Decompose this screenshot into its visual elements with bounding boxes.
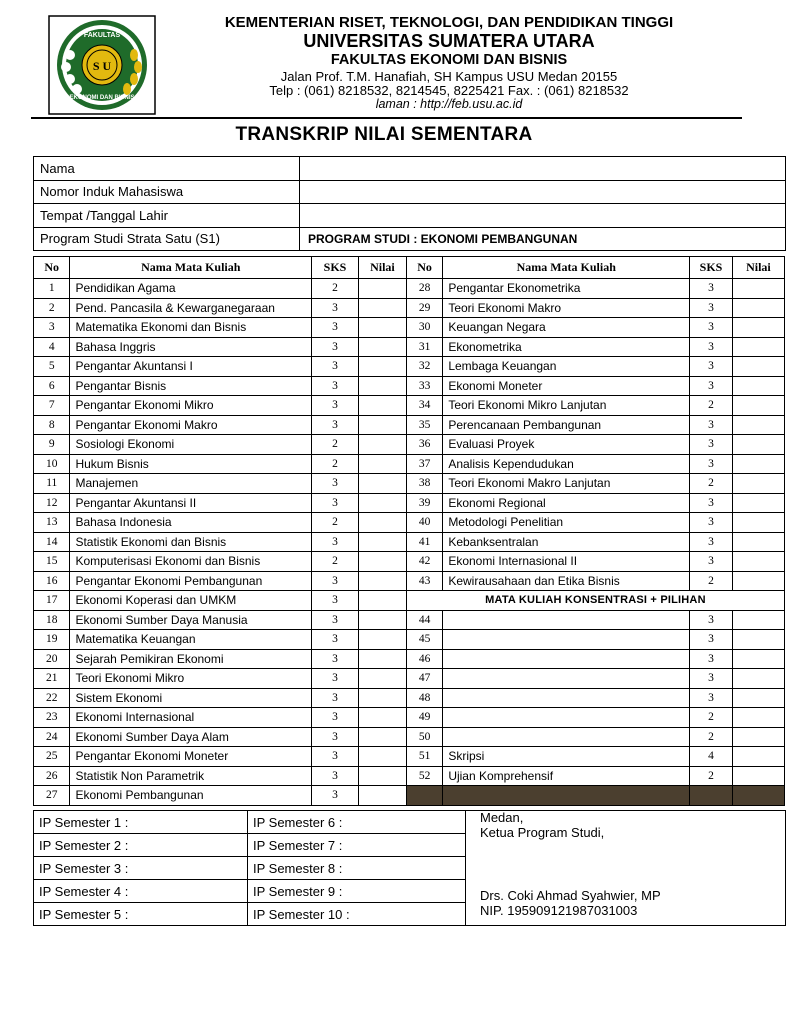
course-no: 15 <box>34 552 70 572</box>
course-grade[interactable] <box>358 396 406 416</box>
course-grade[interactable] <box>358 649 406 669</box>
course-no: 4 <box>34 337 70 357</box>
course-name: Pengantar Akuntansi II <box>70 493 312 513</box>
course-name: Matematika Keuangan <box>70 630 312 650</box>
course-sks: 2 <box>312 435 359 455</box>
table-row <box>34 747 785 767</box>
course-grade[interactable] <box>732 708 784 728</box>
course-grade[interactable] <box>732 669 784 689</box>
course-no: 41 <box>406 532 442 552</box>
course-no: 30 <box>406 318 442 338</box>
course-name: Skripsi <box>443 747 690 767</box>
course-sks: 3 <box>312 786 359 806</box>
course-grade[interactable] <box>732 435 784 455</box>
course-sks: 3 <box>690 318 733 338</box>
course-name: Ekonometrika <box>443 337 690 357</box>
course-name: Hukum Bisnis <box>70 454 312 474</box>
course-grade[interactable] <box>732 318 784 338</box>
course-no: 10 <box>34 454 70 474</box>
course-sks: 3 <box>312 415 359 435</box>
course-name: Ekonomi Internasional II <box>443 552 690 572</box>
course-no: 50 <box>406 727 442 747</box>
table-row <box>34 415 785 435</box>
nim-value[interactable] <box>300 180 786 204</box>
course-sks: 3 <box>312 298 359 318</box>
course-grade[interactable] <box>732 747 784 767</box>
university-name: UNIVERSITAS SUMATERA UTARA <box>303 31 595 51</box>
course-sks: 3 <box>312 376 359 396</box>
course-sks: 3 <box>312 337 359 357</box>
course-sks: 3 <box>690 532 733 552</box>
course-no: 26 <box>34 766 70 786</box>
course-sks: 3 <box>690 376 733 396</box>
course-grade[interactable] <box>732 571 784 591</box>
course-no: 3 <box>34 318 70 338</box>
course-sks: 3 <box>690 298 733 318</box>
course-sks: 3 <box>312 747 359 767</box>
table-row <box>34 513 785 533</box>
course-no: 37 <box>406 454 442 474</box>
course-sks: 3 <box>312 493 359 513</box>
table-row <box>34 454 785 474</box>
course-sks: 2 <box>312 552 359 572</box>
course-no: 51 <box>406 747 442 767</box>
ip-semester-1[interactable]: IP Semester 1 : <box>34 811 248 834</box>
ip-semester-10[interactable]: IP Semester 10 : <box>248 903 466 926</box>
ip-semester-2[interactable]: IP Semester 2 : <box>34 834 248 857</box>
table-row <box>34 708 785 728</box>
course-sks: 3 <box>690 337 733 357</box>
course-no: 20 <box>34 649 70 669</box>
course-sks: 3 <box>690 415 733 435</box>
course-grade[interactable] <box>732 337 784 357</box>
course-grade[interactable] <box>358 766 406 786</box>
header-sks: SKS <box>690 257 733 279</box>
course-no: 46 <box>406 649 442 669</box>
course-grade[interactable] <box>358 376 406 396</box>
course-no: 35 <box>406 415 442 435</box>
course-no: 48 <box>406 688 442 708</box>
course-grade[interactable] <box>732 766 784 786</box>
course-sks: 3 <box>312 532 359 552</box>
course-grade[interactable] <box>732 279 784 299</box>
course-grade[interactable] <box>732 474 784 494</box>
signature-nip: NIP. 195909121987031003 <box>480 903 638 918</box>
course-no: 2 <box>34 298 70 318</box>
letterhead <box>40 12 740 120</box>
ministry-name: KEMENTERIAN RISET, TEKNOLOGI, DAN PENDIDIKAN TINGGI <box>224 14 674 31</box>
course-name: Sistem Ekonomi <box>70 688 312 708</box>
course-no: 38 <box>406 474 442 494</box>
course-name: Ekonomi Sumber Daya Manusia <box>70 610 312 630</box>
website-link[interactable]: laman : http://feb.usu.ac.id <box>375 97 523 111</box>
course-no: 9 <box>34 435 70 455</box>
courses-table <box>33 256 785 806</box>
course-no: 24 <box>34 727 70 747</box>
course-name: Ekonomi Moneter <box>443 376 690 396</box>
table-row <box>34 396 785 416</box>
course-grade[interactable] <box>358 727 406 747</box>
course-name: Pengantar Ekonomi Makro <box>70 415 312 435</box>
course-name: Evaluasi Proyek <box>443 435 690 455</box>
table-row <box>34 727 785 747</box>
course-grade[interactable] <box>732 610 784 630</box>
course-grade[interactable] <box>358 298 406 318</box>
course-grade[interactable] <box>732 376 784 396</box>
course-name: Pengantar Ekonomi Moneter <box>70 747 312 767</box>
course-sks: 2 <box>690 708 733 728</box>
course-no: 40 <box>406 513 442 533</box>
address: Jalan Prof. T.M. Hanafiah, SH Kampus USU Medan 20155 <box>280 69 618 84</box>
table-row <box>34 435 785 455</box>
ip-semester-6[interactable]: IP Semester 6 : <box>248 811 466 834</box>
course-grade[interactable] <box>732 357 784 377</box>
course-grade[interactable] <box>732 454 784 474</box>
course-name: Kewirausahaan dan Etika Bisnis <box>443 571 690 591</box>
course-no: 36 <box>406 435 442 455</box>
ip-semester-3[interactable]: IP Semester 3 : <box>34 857 248 880</box>
course-name: Pendidikan Agama <box>70 279 312 299</box>
course-sks: 3 <box>690 610 733 630</box>
course-sks: 3 <box>312 669 359 689</box>
course-no: 1 <box>34 279 70 299</box>
course-no: 27 <box>34 786 70 806</box>
course-sks: 3 <box>312 357 359 377</box>
course-name: Ekonomi Koperasi dan UMKM <box>70 591 312 611</box>
course-name: Bahasa Inggris <box>70 337 312 357</box>
header-sks: SKS <box>312 257 359 279</box>
course-name: Ekonomi Regional <box>443 493 690 513</box>
ip-semester-8[interactable]: IP Semester 8 : <box>248 857 466 880</box>
header-course-name: Nama Mata Kuliah <box>443 257 690 279</box>
course-grade[interactable] <box>358 337 406 357</box>
course-no: 5 <box>34 357 70 377</box>
course-no: 7 <box>34 396 70 416</box>
table-row <box>34 376 785 396</box>
course-grade[interactable] <box>732 552 784 572</box>
course-sks: 3 <box>312 591 359 611</box>
signature-city: Medan, <box>480 810 524 825</box>
course-name: Bahasa Indonesia <box>70 513 312 533</box>
course-no: 25 <box>34 747 70 767</box>
birth-value[interactable] <box>300 204 786 228</box>
course-no: 33 <box>406 376 442 396</box>
course-no: 18 <box>34 610 70 630</box>
course-sks: 2 <box>312 279 359 299</box>
course-name[interactable] <box>443 688 690 708</box>
course-no: 32 <box>406 357 442 377</box>
table-row <box>34 649 785 669</box>
course-name: Kebanksentralan <box>443 532 690 552</box>
course-no: 39 <box>406 493 442 513</box>
course-name: Analisis Kependudukan <box>443 454 690 474</box>
course-grade[interactable] <box>358 786 406 806</box>
course-grade[interactable] <box>358 493 406 513</box>
course-sks: 3 <box>690 279 733 299</box>
course-name: Teori Ekonomi Makro <box>443 298 690 318</box>
course-sks: 2 <box>690 474 733 494</box>
ip-semester-9[interactable]: IP Semester 9 : <box>248 880 466 903</box>
program-label: Program Studi Strata Satu (S1) <box>34 227 300 251</box>
birth-label: Tempat /Tanggal Lahir <box>34 204 300 228</box>
course-name: Pengantar Ekonomi Pembangunan <box>70 571 312 591</box>
course-no: 49 <box>406 708 442 728</box>
course-no: 14 <box>34 532 70 552</box>
table-row <box>34 532 785 552</box>
course-name[interactable] <box>443 649 690 669</box>
course-sks: 3 <box>312 630 359 650</box>
signature-block <box>466 811 786 926</box>
filled-cell <box>690 786 733 806</box>
course-sks: 3 <box>312 610 359 630</box>
course-grade[interactable] <box>358 610 406 630</box>
course-name[interactable] <box>443 610 690 630</box>
faculty-name: FAKULTAS EKONOMI DAN BISNIS <box>330 52 568 68</box>
table-row <box>34 298 785 318</box>
course-name: Statistik Ekonomi dan Bisnis <box>70 532 312 552</box>
concentration-section-header: MATA KULIAH KONSENTRASI + PILIHAN <box>406 591 784 611</box>
ip-semester-4[interactable]: IP Semester 4 : <box>34 880 248 903</box>
course-grade[interactable] <box>358 415 406 435</box>
course-name: Ujian Komprehensif <box>443 766 690 786</box>
signature-name: Drs. Coki Ahmad Syahwier, MP <box>480 888 661 903</box>
course-sks: 2 <box>690 727 733 747</box>
table-row <box>34 474 785 494</box>
signature-role: Ketua Program Studi, <box>480 825 605 840</box>
course-no: 11 <box>34 474 70 494</box>
table-row <box>34 337 785 357</box>
course-sks: 3 <box>312 688 359 708</box>
course-grade[interactable] <box>732 513 784 533</box>
courses-header-row <box>34 257 785 279</box>
course-sks: 3 <box>312 396 359 416</box>
course-grade[interactable] <box>732 649 784 669</box>
course-name: Pend. Pancasila & Kewarganegaraan <box>70 298 312 318</box>
course-name[interactable] <box>443 708 690 728</box>
course-no: 28 <box>406 279 442 299</box>
course-sks: 3 <box>312 708 359 728</box>
course-name: Teori Ekonomi Mikro <box>70 669 312 689</box>
course-no: 12 <box>34 493 70 513</box>
header-no: No <box>34 257 70 279</box>
course-no: 19 <box>34 630 70 650</box>
course-name: Ekonomi Internasional <box>70 708 312 728</box>
course-sks: 2 <box>690 396 733 416</box>
course-sks: 3 <box>690 630 733 650</box>
course-no: 43 <box>406 571 442 591</box>
course-sks: 2 <box>312 454 359 474</box>
course-grade[interactable] <box>732 396 784 416</box>
course-name: Sosiologi Ekonomi <box>70 435 312 455</box>
course-sks: 3 <box>690 357 733 377</box>
phone-fax: Telp : (061) 8218532, 8214545, 8225421 Fax. : (061) 8218532 <box>269 83 629 98</box>
course-grade[interactable] <box>358 435 406 455</box>
table-row <box>34 318 785 338</box>
header-grade: Nilai <box>358 257 406 279</box>
faculty-logo <box>48 15 156 115</box>
course-grade[interactable] <box>732 415 784 435</box>
name-label: Nama <box>34 157 300 181</box>
name-value[interactable] <box>300 157 786 181</box>
header-no: No <box>406 257 442 279</box>
table-row <box>34 571 785 591</box>
course-no: 34 <box>406 396 442 416</box>
course-no: 16 <box>34 571 70 591</box>
course-name: Pengantar Ekonomi Mikro <box>70 396 312 416</box>
course-sks: 3 <box>312 318 359 338</box>
course-sks: 3 <box>690 669 733 689</box>
course-no: 31 <box>406 337 442 357</box>
course-name[interactable] <box>443 727 690 747</box>
course-name: Sejarah Pemikiran Ekonomi <box>70 649 312 669</box>
course-no: 42 <box>406 552 442 572</box>
course-name: Ekonomi Sumber Daya Alam <box>70 727 312 747</box>
course-name: Pengantar Bisnis <box>70 376 312 396</box>
course-grade[interactable] <box>358 630 406 650</box>
ip-semester-5[interactable]: IP Semester 5 : <box>34 903 248 926</box>
course-grade[interactable] <box>732 630 784 650</box>
course-grade[interactable] <box>358 747 406 767</box>
course-sks: 3 <box>690 513 733 533</box>
logo-top-text: FAKULTAS <box>83 32 121 39</box>
course-no: 21 <box>34 669 70 689</box>
course-grade[interactable] <box>732 727 784 747</box>
header-grade: Nilai <box>732 257 784 279</box>
course-sks: 2 <box>690 766 733 786</box>
course-sks: 3 <box>312 649 359 669</box>
program-value: PROGRAM STUDI : EKONOMI PEMBANGUNAN <box>300 227 786 251</box>
course-no: 23 <box>34 708 70 728</box>
course-name: Lembaga Keuangan <box>443 357 690 377</box>
course-no: 52 <box>406 766 442 786</box>
table-row <box>34 610 785 630</box>
course-no: 47 <box>406 669 442 689</box>
course-sks: 3 <box>312 571 359 591</box>
course-grade[interactable] <box>358 474 406 494</box>
table-row <box>34 591 785 611</box>
course-grade[interactable] <box>358 571 406 591</box>
table-row <box>34 493 785 513</box>
course-name: Teori Ekonomi Makro Lanjutan <box>443 474 690 494</box>
course-name[interactable] <box>443 630 690 650</box>
course-name: Statistik Non Parametrik <box>70 766 312 786</box>
course-grade[interactable] <box>358 454 406 474</box>
course-grade[interactable] <box>732 298 784 318</box>
course-name: Manajemen <box>70 474 312 494</box>
table-row <box>34 688 785 708</box>
course-sks: 2 <box>312 513 359 533</box>
course-grade[interactable] <box>732 532 784 552</box>
course-name: Komputerisasi Ekonomi dan Bisnis <box>70 552 312 572</box>
course-sks: 2 <box>690 571 733 591</box>
course-name: Perencanaan Pembangunan <box>443 415 690 435</box>
course-no: 45 <box>406 630 442 650</box>
table-row <box>34 630 785 650</box>
table-row <box>34 669 785 689</box>
course-grade[interactable] <box>358 669 406 689</box>
course-sks: 3 <box>690 454 733 474</box>
course-sks: 3 <box>690 493 733 513</box>
course-grade[interactable] <box>358 688 406 708</box>
course-sks: 4 <box>690 747 733 767</box>
course-name[interactable] <box>443 669 690 689</box>
course-name: Ekonomi Pembangunan <box>70 786 312 806</box>
filled-cell <box>406 786 442 806</box>
document-title: TRANSKRIP NILAI SEMENTARA <box>235 124 533 145</box>
course-sks: 3 <box>690 552 733 572</box>
filled-cell <box>732 786 784 806</box>
course-grade[interactable] <box>358 532 406 552</box>
course-name: Metodologi Penelitian <box>443 513 690 533</box>
course-grade[interactable] <box>358 552 406 572</box>
course-no: 8 <box>34 415 70 435</box>
course-grade[interactable] <box>358 279 406 299</box>
course-no: 6 <box>34 376 70 396</box>
table-row <box>34 552 785 572</box>
ip-signature-table <box>33 810 786 926</box>
course-grade[interactable] <box>732 493 784 513</box>
ip-semester-7[interactable]: IP Semester 7 : <box>248 834 466 857</box>
table-row <box>34 279 785 299</box>
course-no: 13 <box>34 513 70 533</box>
course-no: 44 <box>406 610 442 630</box>
course-grade[interactable] <box>358 357 406 377</box>
course-name: Pengantar Akuntansi I <box>70 357 312 377</box>
table-row <box>34 786 785 806</box>
course-sks: 3 <box>312 474 359 494</box>
header-divider <box>31 117 742 119</box>
course-grade[interactable] <box>732 688 784 708</box>
table-row <box>34 766 785 786</box>
course-sks: 3 <box>312 727 359 747</box>
table-row <box>34 357 785 377</box>
nim-label: Nomor Induk Mahasiswa <box>34 180 300 204</box>
course-sks: 3 <box>312 766 359 786</box>
course-grade[interactable] <box>358 318 406 338</box>
course-name: Matematika Ekonomi dan Bisnis <box>70 318 312 338</box>
course-no: 22 <box>34 688 70 708</box>
course-no: 29 <box>406 298 442 318</box>
course-sks: 3 <box>690 435 733 455</box>
course-no: 17 <box>34 591 70 611</box>
course-grade[interactable] <box>358 591 406 611</box>
course-name: Teori Ekonomi Mikro Lanjutan <box>443 396 690 416</box>
course-grade[interactable] <box>358 708 406 728</box>
identity-table <box>33 156 786 251</box>
course-sks: 3 <box>690 688 733 708</box>
course-name: Pengantar Ekonometrika <box>443 279 690 299</box>
header-course-name: Nama Mata Kuliah <box>70 257 312 279</box>
filled-cell <box>443 786 690 806</box>
course-grade[interactable] <box>358 513 406 533</box>
logo-bottom-text: EKONOMI DAN BISNIS <box>69 95 135 101</box>
course-sks: 3 <box>690 649 733 669</box>
logo-center-text: S U <box>92 59 112 73</box>
course-name: Keuangan Negara <box>443 318 690 338</box>
